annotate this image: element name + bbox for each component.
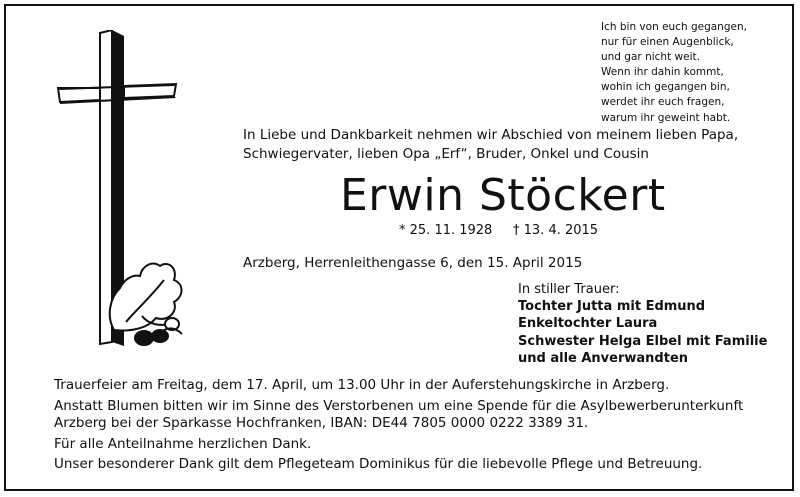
cross-icon — [44, 30, 244, 360]
intro-text — [243, 126, 738, 164]
mourners — [518, 281, 767, 367]
thanks-notice: Für alle Anteilnahme herzlichen Dank. — [54, 435, 312, 452]
intro-line: In Liebe und Dankbarkeit nehmen wir Abschied von meinem lieben Papa, — [243, 127, 739, 143]
poem — [601, 20, 747, 126]
birth-date: * 25. 11. 1928 — [399, 223, 493, 238]
mourner-line: Enkeltochter Laura — [518, 316, 658, 332]
mourner-line: Tochter Jutta mit Edmund — [518, 299, 706, 315]
deceased-name: Erwin Stöckert — [340, 170, 666, 221]
poem-line: warum ihr geweint habt. — [601, 111, 731, 124]
poem-line: wohin ich gegangen bin, — [601, 81, 730, 94]
special-thanks-notice: Unser besonderer Dank gilt dem Pflegeteam Dominikus für die liebevolle Pflege und Betreuung. — [54, 456, 703, 472]
death-date: † 13. 4. 2015 — [513, 223, 599, 238]
notices — [54, 377, 743, 474]
place-and-date: Arzberg, Herrenleithengasse 6, den 15. April 2015 — [243, 255, 583, 271]
intro-line: Schwiegervater, lieben Opa „Erf“, Bruder, Onkel und Cousin — [243, 146, 649, 162]
poem-line: nur für einen Augenblick, — [601, 36, 734, 49]
poem-line: Wenn ihr dahin kommt, — [601, 66, 724, 79]
donation-notice: Anstatt Blumen bitten wir im Sinne des Verstorbenen um eine Spende für die Asylbewerberunterkunft — [54, 397, 744, 414]
donation-notice: Arzberg bei der Sparkasse Hochfranken, IBAN: DE44 7805 0000 0222 3389 31. — [54, 415, 589, 431]
poem-line: und gar nicht weit. — [601, 51, 700, 64]
mourners-label: In stiller Trauer: — [518, 282, 620, 297]
poem-line: werdet ihr euch fragen, — [601, 96, 725, 109]
mourner-line: Schwester Helga Elbel mit Familie — [518, 333, 768, 349]
poem-line: Ich bin von euch gegangen, — [601, 21, 747, 33]
funeral-notice: Trauerfeier am Freitag, dem 17. April, um 13.00 Uhr in der Auferstehungskirche in Arzberg. — [54, 377, 670, 393]
mourner-line: und alle Anverwandten — [518, 350, 689, 366]
